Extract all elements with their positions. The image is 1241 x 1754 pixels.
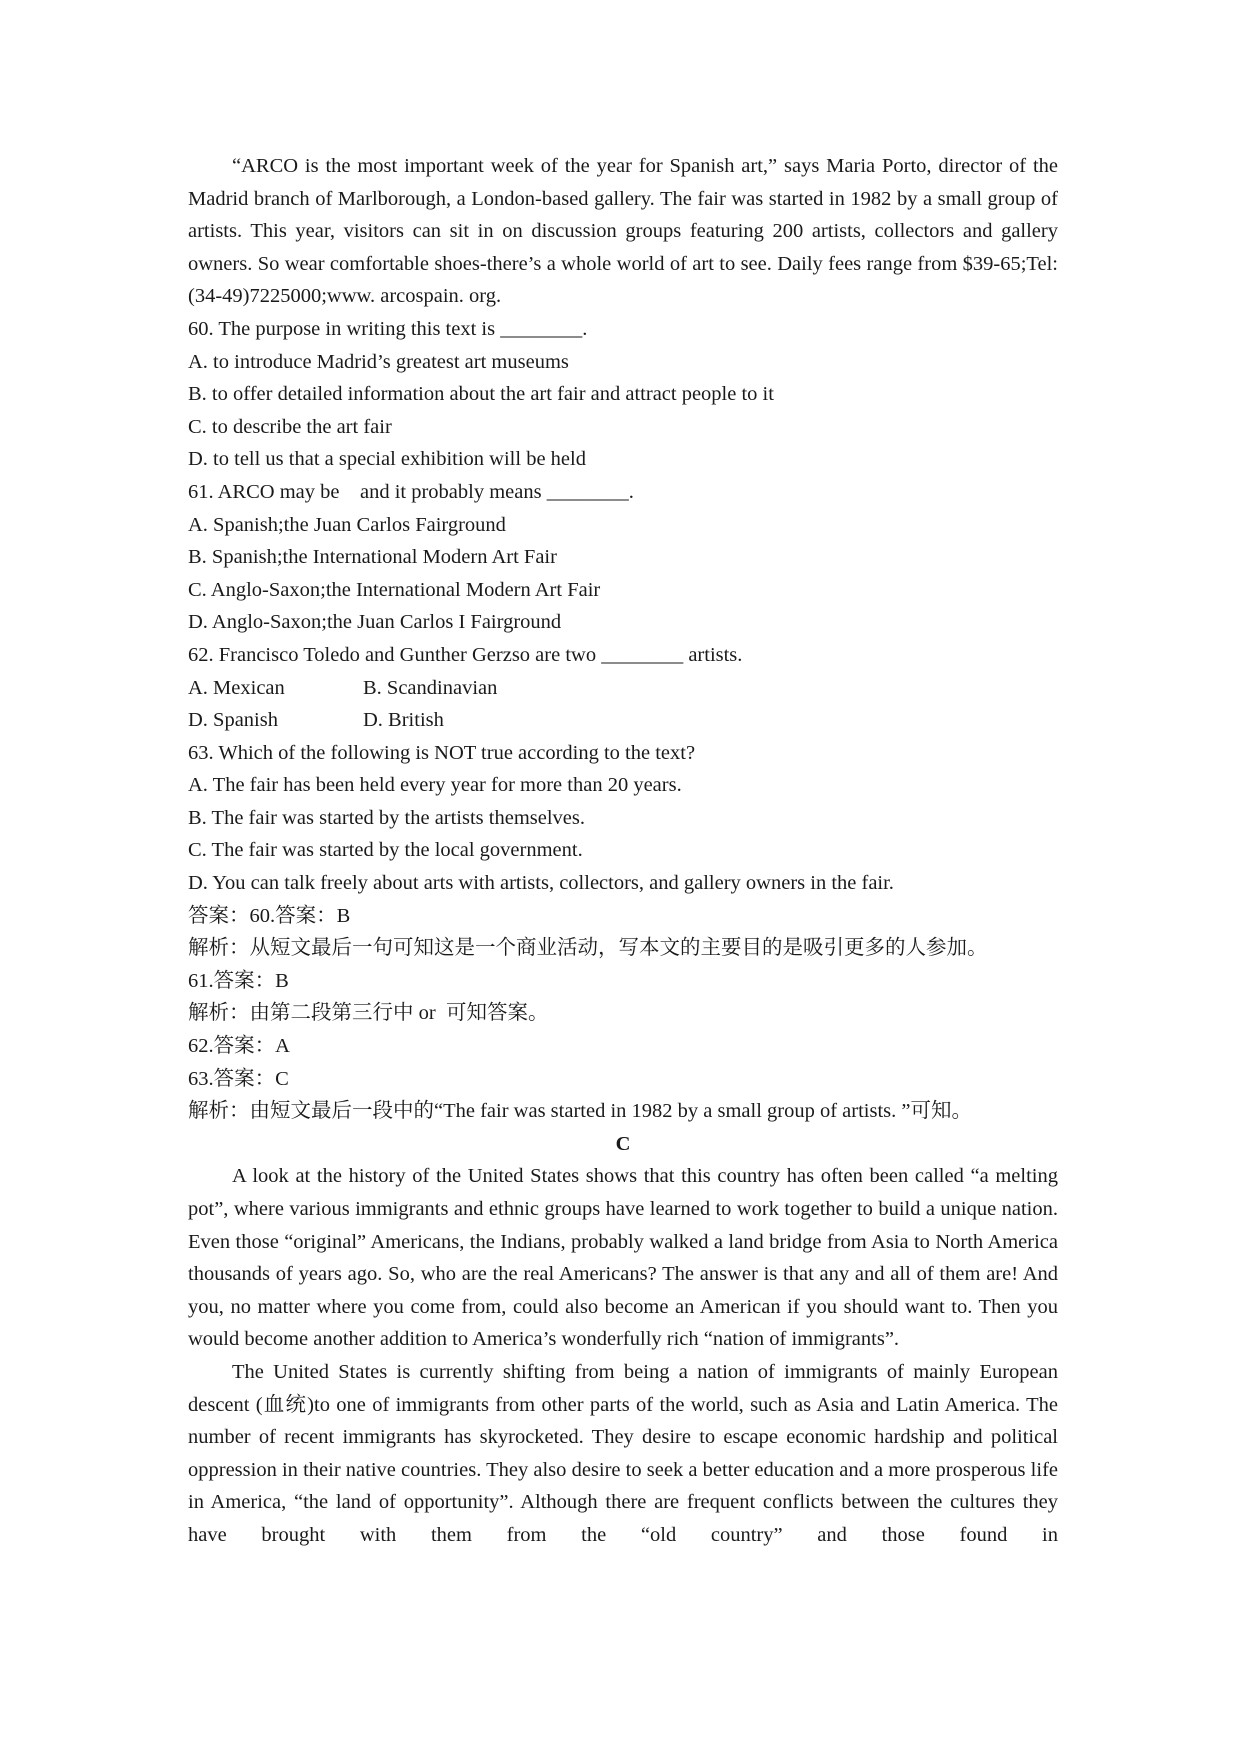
question-61-stem: 61. ARCO may be and it probably means ________. [188,480,634,503]
question-61-option-b: B. Spanish;the International Modern Art Fair [188,546,557,569]
question-62-option-c: D. Spanish [188,709,278,732]
document-page [188,150,1058,1552]
question-63-option-b: B. The fair was started by the artists themselves. [188,806,585,829]
question-62-options-row-2 [188,704,1058,737]
question-60-option-a: A. to introduce Madrid’s greatest art museums [188,350,569,373]
question-62-options-row-1 [188,672,1058,705]
question-60-stem: 60. The purpose in writing this text is ________. [188,317,588,340]
section-c-heading: C [615,1132,631,1155]
question-60-option-c: C. to describe the art fair [188,415,392,438]
answer-61: 61.答案：B [188,969,289,992]
question-62-option-d: D. British [363,709,444,732]
question-61-option-a: A. Spanish;the Juan Carlos Fairground [188,513,506,536]
question-63-option-a: A. The fair has been held every year for more than 20 years. [188,774,682,797]
question-61-option-c: C. Anglo-Saxon;the International Modern Art Fair [188,578,601,601]
question-61-option-d: D. Anglo-Saxon;the Juan Carlos I Fairground [188,611,562,634]
question-60-option-b: B. to offer detailed information about the art fair and attract people to it [188,383,774,406]
question-60-option-d: D. to tell us that a special exhibition will be held [188,448,586,471]
answer-62: 62.答案：A [188,1035,290,1058]
explanation-63: 解析：由短文最后一段中的“The fair was started in 1982 by a small group of artists. ”可知。 [188,1100,972,1123]
question-63-option-d: D. You can talk freely about arts with artists, collectors, and gallery owners in the fair. [188,872,894,895]
section-c-paragraph-1: A look at the history of the United States shows that this country has often been called “a melting pot”, where various immigrants and ethnic groups have learned to work together to build a unique nation. Even those “original” Americans, the Indians, probably walked a land bridge from Asia to North America thousands of years ago. So, who are the real Americans? The answer is that any and all of them are! And you, no matter where you come from, could also become an American if you should want to. Then you would become another addition to America’s wonderfully rich “nation of immigrants”. [188,1165,1058,1351]
explanation-60: 解析：从短文最后一句可知这是一个商业活动，写本文的主要目的是吸引更多的人参加。 [188,937,988,960]
question-62-option-a: A. Mexican [188,676,285,699]
answer-60: 答案：60.答案：B [188,904,351,927]
question-63-option-c: C. The fair was started by the local government. [188,839,583,862]
explanation-61: 解析：由第二段第三行中 or 可知答案。 [188,1002,549,1025]
passage-b-paragraph: “ARCO is the most important week of the year for Spanish art,” says Maria Porto, director of the Madrid branch of Marlborough, a London-based gallery. The fair was started in 1982 by a small group of artists. This year, visitors can sit in on discussion groups featuring 200 artists, collectors and gallery owners. So wear comfortable shoes-there’s a whole world of art to see. Daily fees range from $39-65;Tel: (34-49)7225000;www. arcospain. org. [188,155,1058,308]
question-62-option-b: B. Scandinavian [363,676,498,699]
question-62-stem: 62. Francisco Toledo and Gunther Gerzso are two ________ artists. [188,643,743,666]
section-c-paragraph-2: The United States is currently shifting from being a nation of immigrants of mainly European descent (血统)to one of immigrants from other parts of the world, such as Asia and Latin America. The number of recent immigrants has skyrocketed. They desire to escape economic hardship and political oppression in their native countries. They also desire to seek a better education and a more prosperous life in America, “the land of opportunity”. Although there are frequent conflicts between the cultures they have brought with them from the “old country” and those found in [188,1360,1058,1546]
answer-63: 63.答案：C [188,1067,289,1090]
question-63-stem: 63. Which of the following is NOT true according to the text? [188,741,696,764]
